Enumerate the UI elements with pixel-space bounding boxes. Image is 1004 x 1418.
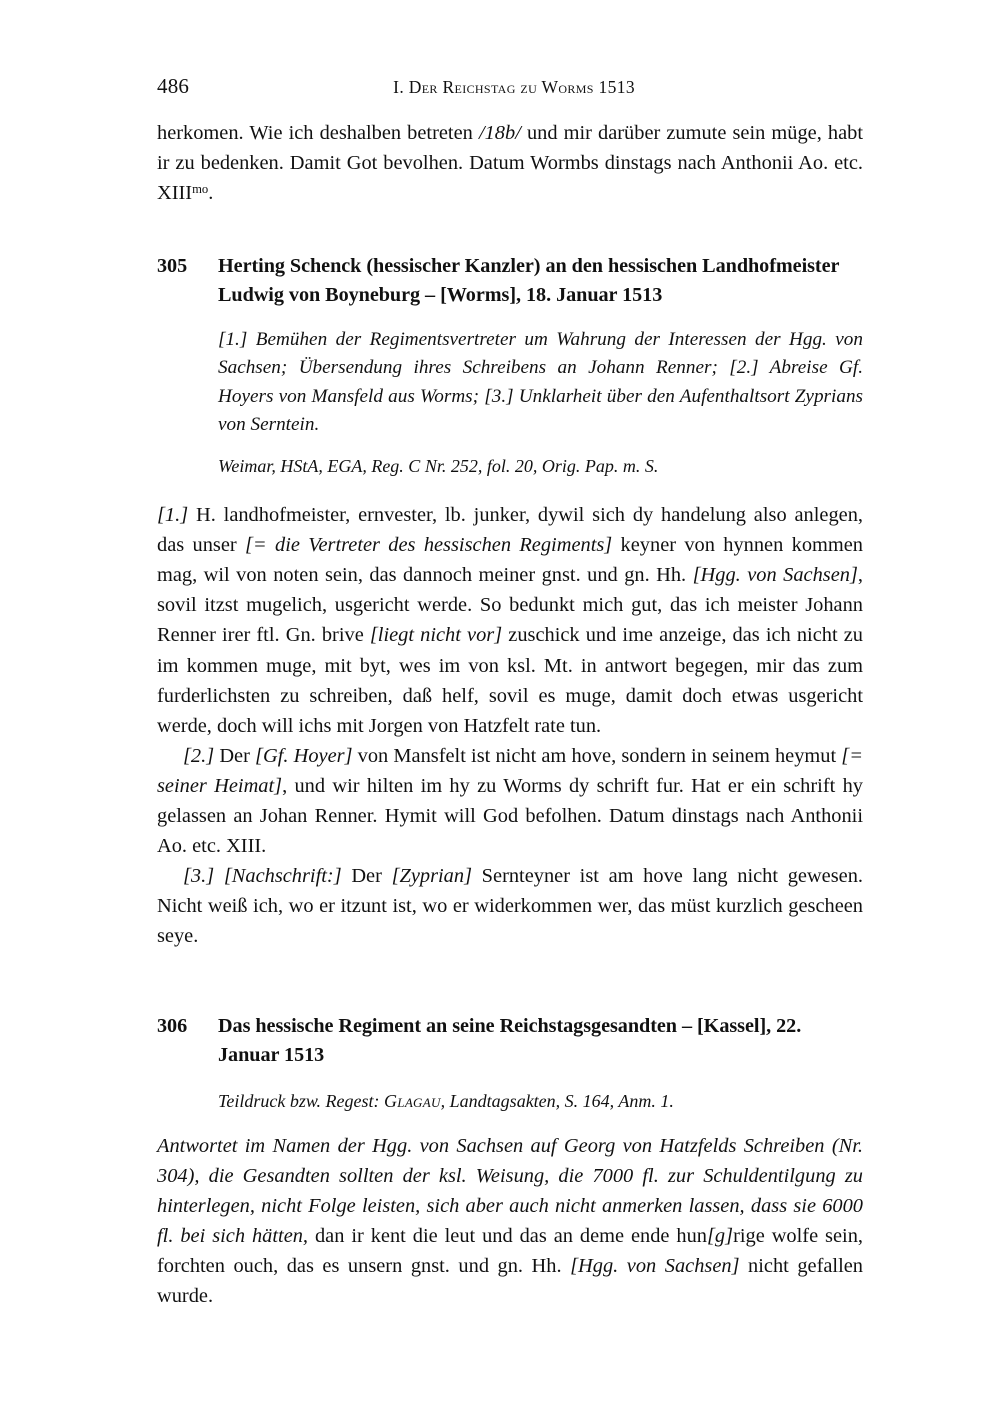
run: zuschick und ime anzeige, das ich nicht zu im kommen muge, mit byt, wes im von ksl. Mt. in antwort begegen, mir das zum furderlichsten zu schreiben, daß helf, sovil es muge, damit doch etwas usgericht werde, doch will ichs mit Jorgen von Hatzfelt rate tun.: [157, 624, 863, 737]
section-305-paragraph-1: [157, 500, 863, 741]
section-number-305: 305: [157, 255, 188, 278]
spacer: [157, 1070, 863, 1088]
run-italic: [liegt nicht vor]: [369, 624, 503, 647]
paragraph-marker: [3.]: [183, 865, 215, 888]
section-305-paragraph-3: [157, 861, 863, 951]
spacer: [157, 310, 863, 326]
paragraph-marker: [2.]: [183, 744, 215, 767]
ordinal-superscript: mo: [192, 182, 209, 197]
run: keyner von hynnen kommen mag, wil von noten sein, das dannoch meiner gnst. und gn. Hh.: [157, 534, 863, 587]
source-prefix: Teildruck bzw. Regest:: [218, 1090, 384, 1111]
run-italic: Antwortet im Namen der Hgg. von Sachsen auf Georg von Hatzfelds Schreiben (Nr. 304), die Gesandten sollten der ksl. Weisung, die 7000 fl. zur Schuldentilgung zu hinterlegen, nicht Folge leisten, sich aber auch nicht anmerken lassen, dass sie 6000 fl. bei sich hätten,: [157, 1134, 863, 1247]
run: , und wir hilten im hy zu Worms dy schrift fur. Hat er ein schrift hy gelassen an Johan Renner. Hymit will God befolhen. Datum dinstags nach Anthonii Ao. etc. XIII.: [157, 774, 863, 858]
run: H. landhofmeister, ernvester, lb. junker, dywil sich dy handelung also anlegen, das unser: [157, 504, 863, 557]
paragraph-marker: [1.]: [157, 504, 189, 527]
spacer: [157, 952, 863, 1012]
section-source-305: Weimar, HStA, EGA, Reg. C Nr. 252, fol. 20, Orig. Pap. m. S.: [218, 456, 659, 477]
source-author: Glagau: [383, 1090, 441, 1111]
run-italic: [= die Vertreter des hessischen Regiments]: [245, 534, 613, 557]
section-title-305: Herting Schenck (hessischer Kanzler) an den hessischen Landhofmeister Ludwig von Boyneburg – [Worms], 18. Januar 1513: [218, 255, 840, 307]
section-title-306: Das hessische Regiment an seine Reichstagsgesandten – [Kassel], 22. Januar 1513: [218, 1014, 802, 1066]
run-italic: [Hgg. von Sachsen]: [692, 564, 858, 587]
run-italic: [Nachschrift:]: [214, 865, 342, 888]
continued-text-part1: herkomen. Wie ich deshalben betreten: [157, 122, 479, 144]
section-regest-305: [1.] Bemühen der Regimentsvertreter um Wahrung der Interessen der Hgg. von Sachsen; Übersendung ihres Schreibens an Johann Renner; [2.] Abreise Gf. Hoyers von Mansfeld aus Worms; [3.] Unklarheit über den Aufenthaltsort Zyprians von Serntein.: [218, 329, 863, 435]
source-rest: , Landtagsakten, S. 164, Anm. 1.: [440, 1090, 674, 1111]
run-italic: [Gf. Hoyer]: [255, 744, 353, 767]
run: rige wolfe sein, forchten ouch, das es unsern gnst. und gn. Hh.: [157, 1224, 864, 1277]
run-italic: [g]: [707, 1224, 734, 1247]
section-number-306: 306: [157, 1014, 188, 1037]
continued-text-part3: .: [208, 182, 214, 205]
text-column: [157, 118, 863, 1311]
page-number: 486: [157, 74, 190, 98]
section-306-paragraph-1: [157, 1131, 863, 1312]
folio-marker: /18b/: [478, 122, 521, 144]
continued-paragraph: [157, 118, 863, 208]
run: dan ir kent die leut und das an deme ende hun: [308, 1224, 707, 1247]
run-italic: [Hgg. von Sachsen]: [570, 1254, 740, 1277]
section-305-paragraph-2: [157, 741, 863, 861]
spacer: [157, 1115, 863, 1131]
run: Sernteyner ist am hove lang nicht gewesen. Nicht weiß ich, wo er itzunt ist, wo er widerkommen wer, das müst kurzlich gescheen seye.: [157, 865, 863, 948]
section-heading-305: [157, 252, 863, 310]
section-source-306: [157, 1088, 863, 1115]
running-title: I. Der Reichstag zu Worms 1513: [393, 77, 635, 97]
run-italic: [Zyprian]: [391, 865, 473, 888]
run: , sovil itzst mugelich, usgericht werde. So bedunkt mich gut, das ich meister Johann Renner irer ftl. Gn. brive: [157, 564, 863, 647]
section-heading-306: [157, 1012, 863, 1070]
run: von Mansfelt ist nicht am hove, sondern in seinem heymut: [352, 744, 842, 767]
spacer: [157, 208, 863, 252]
run-italic: [= seiner Heimat]: [157, 744, 863, 797]
spacer: [157, 439, 863, 453]
continued-text-part2: und mir darüber zumute sein müge, habt ir zu bedenken. Damit Got bevolhen. Datum Wormbs dinstags nach Anthonii Ao. etc. XIII: [157, 122, 863, 205]
run: Der: [214, 744, 256, 767]
running-head: [157, 74, 863, 100]
spacer: [157, 480, 863, 500]
run: nicht gefallen wurde.: [157, 1254, 863, 1307]
run: Der: [341, 865, 392, 888]
